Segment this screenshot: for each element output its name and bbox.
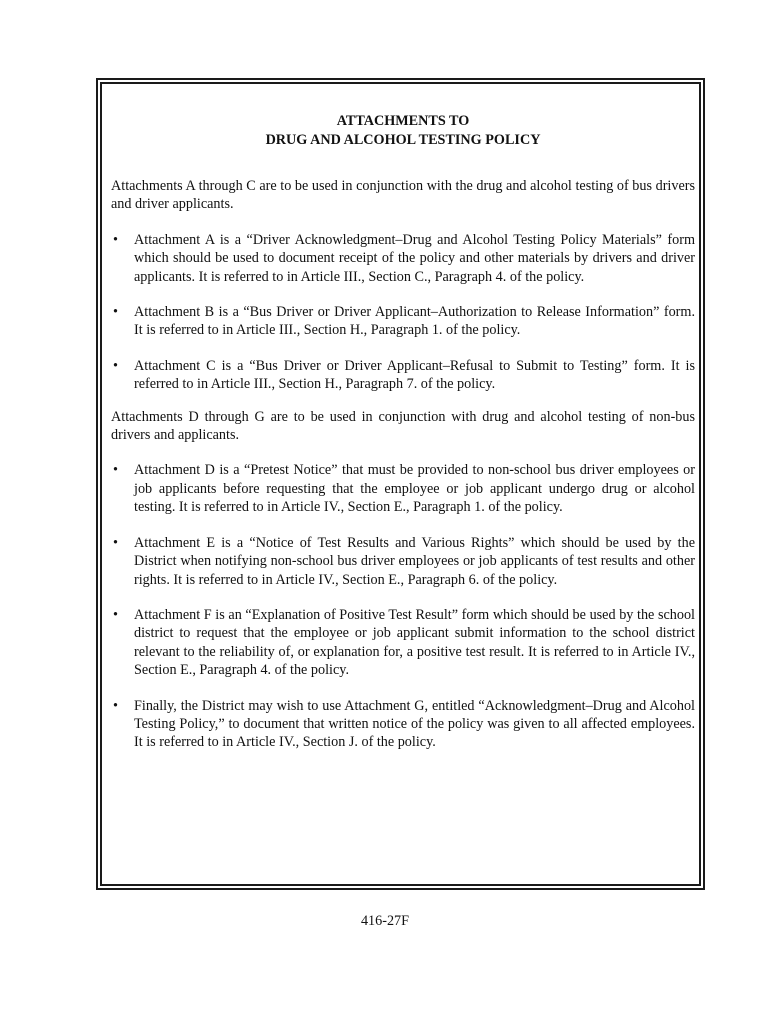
list-item [111, 231, 695, 286]
bus-section-intro: Attachments A through C are to be used in conjunction with the drug and alcohol testing of bus drivers and driver applicants. [111, 178, 695, 213]
bus-attachments-list [111, 231, 695, 394]
attachment-g-text: Finally, the District may wish to use Attachment G, entitled “Acknowledgment–Drug and Alcohol Testing Policy,” to document that written notice of the policy was given to all affected employees. It is referred to in Article IV., Section J. of the policy. [134, 697, 695, 751]
bullet-icon: • [113, 462, 118, 479]
list-item [111, 534, 695, 589]
attachment-e-text: Attachment E is a “Notice of Test Results and Various Rights” which should be used by the District when notifying non-school bus driver employees or job applicants of test results and other rights. It is referred to in Article IV., Section E., Paragraph 6. of the policy. [134, 534, 695, 588]
list-item [111, 357, 695, 394]
bullet-icon: • [113, 534, 118, 551]
nonbus-attachments-list [111, 461, 695, 751]
bullet-icon: • [113, 606, 118, 623]
attachment-c-text: Attachment C is a “Bus Driver or Driver Applicant–Refusal to Submit to Testing” form. It is referred to in Article III., Section H., Paragraph 7. of the policy. [134, 357, 695, 393]
attachment-d-text: Attachment D is a “Pretest Notice” that must be provided to non-school bus driver employees or job applicants before requesting that the employee or job applicant undergo drug or alcohol testing. It is referred to in Article IV., Section E., Paragraph 1. of the policy. [134, 462, 695, 516]
document-title [111, 112, 695, 150]
attachment-a-text: Attachment A is a “Driver Acknowledgment–Drug and Alcohol Testing Policy Materials” form which should be used to document receipt of the policy and other materials by drivers and driver applicants. It is referred to in Article III., Section C., Paragraph 4. of the policy. [134, 231, 695, 285]
bullet-icon: • [113, 231, 118, 248]
page-number: 416-27F [360, 913, 410, 929]
list-item [111, 303, 695, 340]
title-line-1: ATTACHMENTS TO [336, 113, 470, 129]
list-item [111, 461, 695, 516]
bullet-icon: • [113, 304, 118, 321]
attachment-b-text: Attachment B is a “Bus Driver or Driver Applicant–Authorization to Release Information” form. It is referred to in Article III., Section H., Paragraph 1. of the policy. [134, 304, 695, 339]
bullet-icon: • [113, 357, 118, 374]
nonbus-section-intro: Attachments D through G are to be used in conjunction with drug and alcohol testing of non-bus drivers and applicants. [111, 408, 695, 444]
title-line-2: DRUG AND ALCOHOL TESTING POLICY [265, 132, 541, 148]
attachment-f-text: Attachment F is an “Explanation of Positive Test Result” form which should be used by the school district to request that the employee or job applicant submit information to the school district relevant to the reliability of, or explanation for, a positive test result. It is referred to in Article IV., Section E., Paragraph 4. of the policy. [134, 606, 695, 679]
bullet-icon: • [113, 697, 118, 714]
list-item [111, 606, 695, 680]
list-item [111, 697, 695, 752]
document-content [111, 112, 695, 752]
